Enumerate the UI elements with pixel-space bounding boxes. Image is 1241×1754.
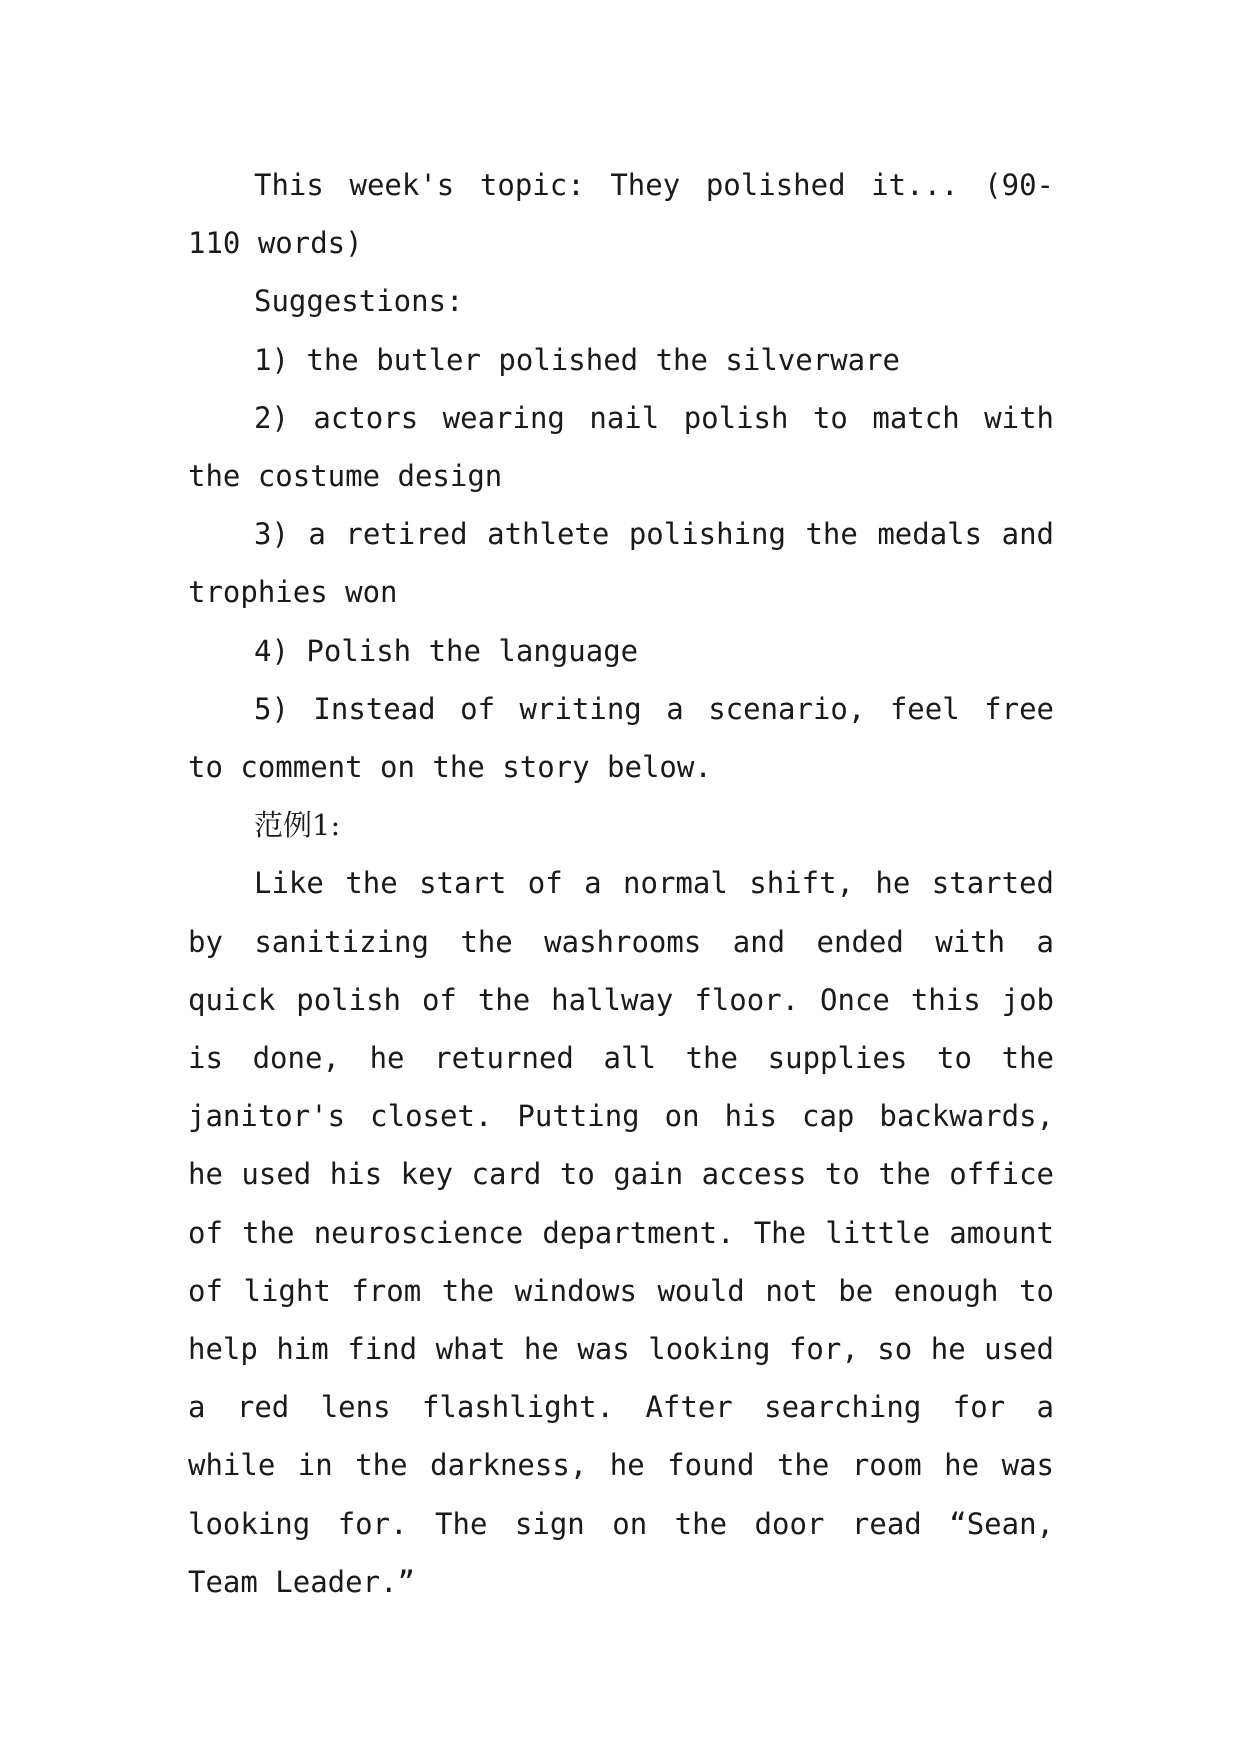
document-page bbox=[188, 156, 1054, 1611]
example-heading: 范例1: bbox=[254, 808, 341, 843]
suggestion-item-1: 1) the butler polished the silverware bbox=[254, 342, 901, 377]
topic-line: This week's topic: They polished it... (90-110 words) bbox=[188, 168, 1054, 261]
suggestion-item-5: 5) Instead of writing a scenario, feel free to comment on the story below. bbox=[188, 691, 1054, 785]
story-paragraph: Like the start of a normal shift, he started by sanitizing the washrooms and ended with a quick polish of the hallway floor. Once this job is done, he returned all the supplies to the janitor's closet. Putting on his cap backwards, he used his key card to gain access to the office of the neuroscience department. The little amount of light from the windows would not be enough to help him find what he was looking for, so he used a red lens flashlight. After searching for a while in the darkness, he found the room he was looking for. The sign on the door read “Sean, Team Leader.” bbox=[188, 866, 1054, 1599]
suggestion-item-3: 3) a retired athlete polishing the medals and trophies won bbox=[188, 517, 1054, 610]
suggestions-heading: Suggestions: bbox=[254, 284, 464, 319]
suggestion-item-4: 4) Polish the language bbox=[254, 633, 639, 668]
suggestion-item-2: 2) actors wearing nail polish to match with the costume design bbox=[188, 400, 1054, 494]
